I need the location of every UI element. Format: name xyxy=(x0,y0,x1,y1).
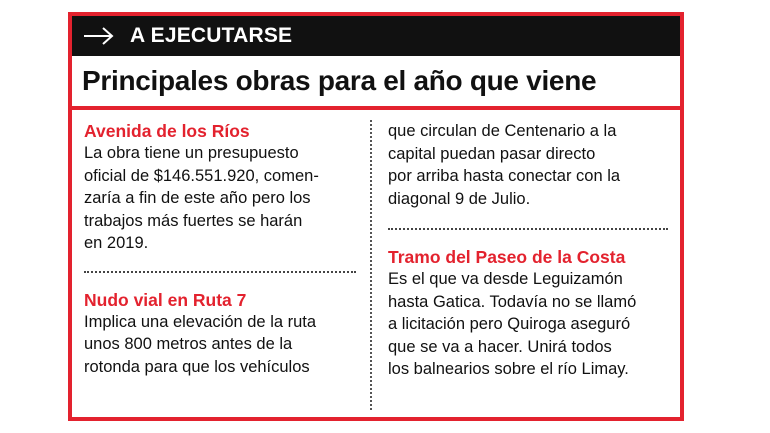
column-divider xyxy=(370,120,372,410)
text-line: que se va a hacer. Unirá todos xyxy=(388,337,612,356)
infobox-frame xyxy=(68,12,684,421)
text-line: unos 800 metros antes de la xyxy=(84,335,293,353)
text-line: los balnearios sobre el río Limay. xyxy=(388,360,629,378)
section-title-nudo: Nudo vial en Ruta 7 xyxy=(84,289,247,310)
section-title-avenida: Avenida de los Ríos xyxy=(84,121,250,141)
section-body-avenida xyxy=(84,142,356,255)
arrow-right-icon xyxy=(82,26,116,46)
text-line: por arriba hasta conectar con la xyxy=(388,167,621,185)
text-line: zaría a fin de este año pero los xyxy=(84,189,311,207)
section-body-nudo-continued xyxy=(388,120,668,210)
text-line: a licitación pero Quiroga aseguró xyxy=(388,315,631,333)
text-line: diagonal 9 de Julio. xyxy=(388,189,531,208)
headline-band xyxy=(72,56,680,110)
text-line: Es el que va desde Leguizamón xyxy=(388,270,623,288)
right-column xyxy=(388,120,668,381)
left-column xyxy=(84,120,356,378)
section-body-paseo xyxy=(388,268,668,381)
text-line: que circulan de Centenario a la xyxy=(388,122,617,140)
text-line: trabajos más fuertes se harán xyxy=(84,211,303,230)
text-line: Implica una elevación de la ruta xyxy=(84,312,317,331)
text-line: en 2019. xyxy=(84,234,149,252)
text-line: La obra tiene un presupuesto xyxy=(84,144,299,162)
dotted-divider xyxy=(84,271,356,273)
section-title-paseo: Tramo del Paseo de la Costa xyxy=(388,247,626,267)
section-body-nudo xyxy=(84,311,356,379)
section-tag: A EJECUTARSE xyxy=(130,24,293,47)
text-line: hasta Gatica. Todavía no se llamó xyxy=(388,292,637,311)
text-line: rotonda para que los vehículos xyxy=(84,357,310,376)
text-line: capital puedan pasar directo xyxy=(388,144,596,163)
dotted-divider xyxy=(388,228,668,230)
header-bar xyxy=(72,16,680,56)
text-line: oficial de $146.551.920, comen- xyxy=(84,166,319,185)
headline: Principales obras para el año que viene xyxy=(82,65,597,96)
